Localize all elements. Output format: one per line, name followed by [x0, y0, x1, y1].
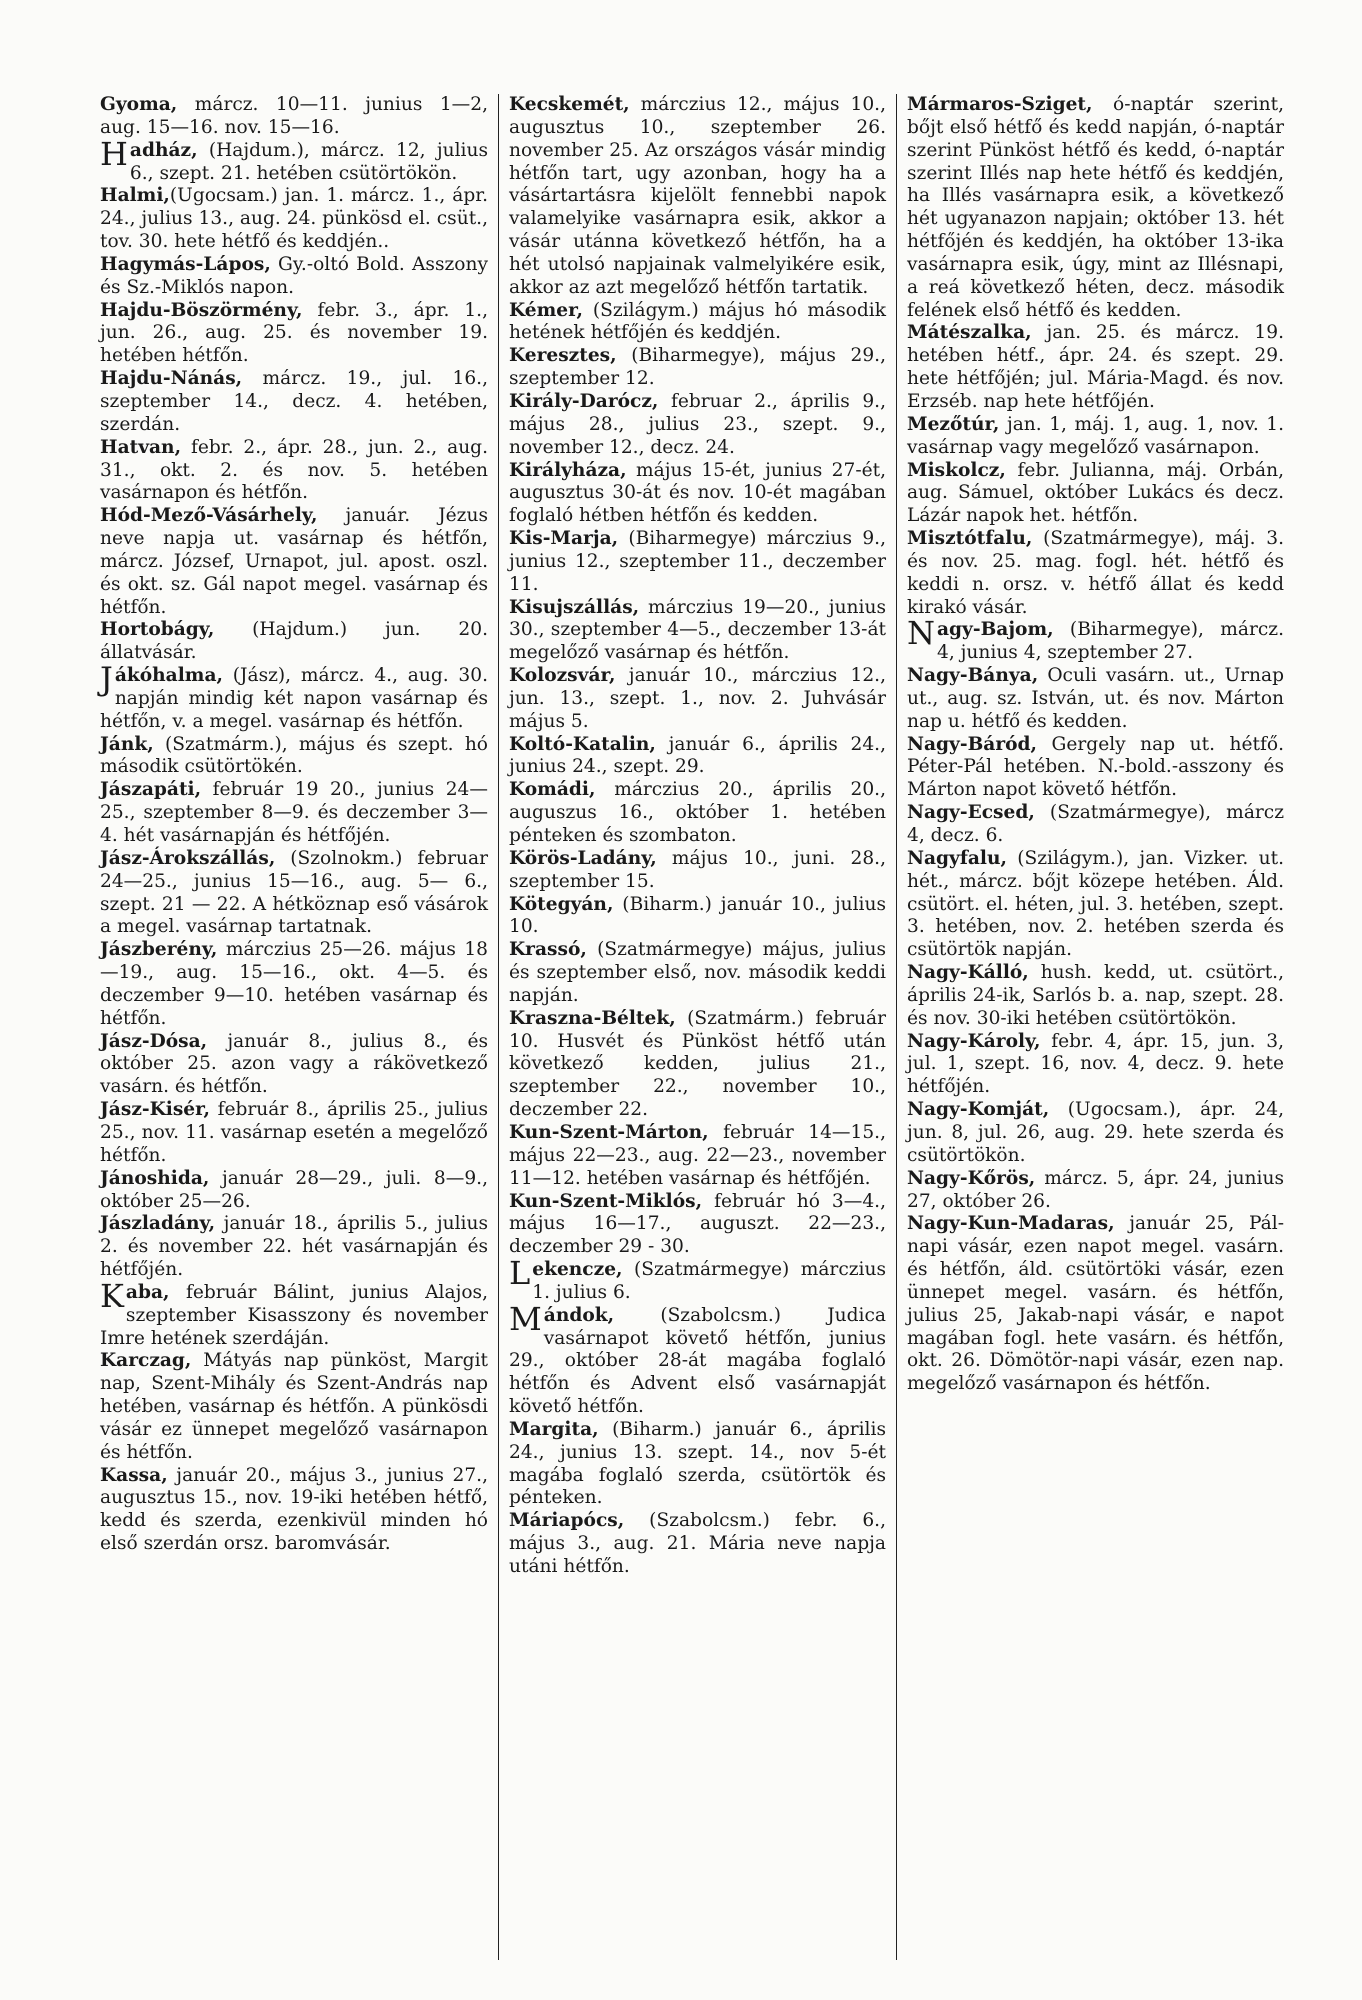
market-dates: január 8., julius 8., és október 25. azon vagy a rákövetkező vasárn. és hétfőn.	[100, 1030, 488, 1098]
place-name: Hód-Mező-Vásárhely,	[100, 505, 318, 527]
place-name: Kraszna-Béltek,	[509, 1007, 676, 1029]
market-dates: (Hajdum.) jun. 20. állatvásár.	[100, 619, 488, 664]
market-entry	[100, 1168, 488, 1214]
place-name: Kémer,	[509, 299, 584, 321]
place-name: Hortobágy,	[100, 619, 215, 641]
market-dates: január 28—29., juli. 8—9., október 25—26.	[100, 1167, 488, 1212]
market-dates: (Ugocsam.) jan. 1. márcz. 1., ápr. 24., julius 13., aug. 24. pünkösd el. csüt., tov. 30. hete hétfő és keddjén..	[100, 185, 488, 253]
place-name: Máriapócs,	[509, 1510, 625, 1532]
place-name: Kolozsvár,	[509, 665, 616, 687]
market-dates: márcz. 19., jul. 16., szeptember 14., decz. 4. hetében, szerdán.	[100, 368, 488, 435]
market-dates: január 18., április 5., julius 2. és november 22. hét vasárnapján és hétfőjén.	[100, 1213, 488, 1281]
market-dates: (Biharm.) január 6., április 24., junius 13. szept. 14., nov 5-ét magába foglaló szerda, csütörtök és pénteken.	[509, 1418, 886, 1509]
place-name: Komádi,	[509, 779, 596, 801]
market-entry	[509, 345, 886, 391]
market-entry	[907, 962, 1284, 1031]
market-dates: január 10., márczius 12., jun. 13., szept. 1., nov. 2. Juhvásár május 5.	[509, 665, 886, 732]
place-name: Kis-Marja,	[509, 528, 619, 550]
place-name: Király-Darócz,	[509, 390, 659, 412]
place-name: agy-Bajom,	[937, 619, 1054, 641]
place-name: Körös-Ladány,	[509, 847, 657, 869]
place-name: Nagy-Kun-Madaras,	[907, 1213, 1115, 1235]
place-name: ándok,	[543, 1304, 615, 1326]
market-dates: Mátyás nap pünköst, Margit nap, Szent-Mihály és Szent-András nap hetében, vasárnap és hétfőn. A pünkösdi vásár ez ünnepet megelőző vasárnapon és hétfőn.	[100, 1350, 488, 1463]
market-entry	[509, 848, 886, 894]
market-entry	[509, 1299, 886, 1419]
market-dates: Oculi vasárn. ut., Urnap ut., aug. sz. István, ut. és nov. Márton nap u. hétfő és kedden.	[907, 665, 1284, 732]
place-name: Hajdu-Nánás,	[100, 368, 243, 390]
place-name: Mezőtúr,	[907, 413, 1000, 435]
market-entry	[100, 734, 488, 780]
market-dates: május 15-ét, junius 27-ét, augusztus 30-át és nov. 10-ét magában foglaló hétben hétfőn és kedden.	[509, 459, 886, 527]
initial-letter: H	[100, 134, 128, 173]
initial-letter: K	[100, 1276, 124, 1315]
market-directory	[100, 94, 1334, 1960]
market-dates: februar 2., április 9., május 28., julius 23., szept. 9., november 12., decz. 24.	[509, 390, 886, 458]
place-name: Jászladány,	[100, 1213, 216, 1235]
market-dates: ó-naptár szerint, bőjt első hétfő és kedd napján, ó-naptár szerint Pünköst hétfő és kedd, ó-naptár szerint Illés nap hete hétfő és keddjén, ha Illés vasárnapra esik, a következő hét ugyanazon napjain; október 13. hét hétfőjén és keddjén, ha október 13-ika vasárnapra esik, úgy, mint az Illésnapi, a reá következő héten, decz. második felének első hétfő és kedden.	[907, 94, 1284, 321]
market-dates: (Szolnokm.) februar 24—25., junius 15—16., aug. 5— 6., szept. 21 — 22. A hétköznap eső vásárok a megel. vasárnap tartatnak.	[100, 847, 488, 938]
market-dates: márczius 20., április 20., auguszus 16., október 1. hetében pénteken és szombaton.	[509, 779, 886, 846]
market-dates: (Szilágym.) május hó második hetének hétfőjén és keddjén.	[509, 299, 886, 344]
market-entry	[907, 528, 1284, 619]
market-dates: (Biharmegye) márczius 9., junius 12., szeptember 11., deczember 11.	[509, 528, 886, 595]
market-entry	[509, 939, 886, 1008]
market-entry	[907, 1168, 1284, 1214]
place-name: Jász-Kisér,	[100, 1099, 211, 1121]
place-name: Nagy-Bánya,	[907, 665, 1039, 687]
market-dates: (Szatmármegye) május, julius és szeptember első, nov. második keddi napján.	[509, 939, 886, 1006]
place-name: Jász-Árokszállás,	[100, 847, 276, 869]
market-dates: (Ugocsam.), ápr. 24, jun. 8, jul. 26, aug. 29. hete szerda és csütörtökön.	[907, 1099, 1284, 1166]
place-name: aba,	[125, 1281, 170, 1303]
market-dates: Gergely nap ut. hétfő. Péter-Pál hetében. N.-bold.-asszony és Márton napot követő hétfőn.	[907, 733, 1284, 801]
market-entry	[907, 1031, 1284, 1100]
market-entry	[509, 597, 886, 666]
market-dates: (Hajdum.), márcz. 12, julius 6., szept. 21. hetében csütörtökön.	[129, 139, 488, 184]
market-dates: február hó 3—4., május 16—17., auguszt. 22—23., deczember 29 - 30.	[509, 1190, 886, 1258]
place-name: Jánoshida,	[100, 1167, 210, 1189]
place-name: Kecskemét,	[509, 94, 630, 115]
market-dates: (Biharmegye), május 29., szeptember 12.	[509, 345, 886, 390]
market-entry	[100, 1213, 488, 1282]
column-left	[100, 94, 498, 1960]
market-dates: (Biharm.) január 10., julius 10.	[509, 893, 886, 938]
market-dates: február 19 20., junius 24—25., szeptember 8—9. és deczember 3—4. hét vasárnapján és hétfőjén.	[100, 779, 488, 846]
market-entry	[509, 460, 886, 529]
market-entry	[509, 528, 886, 597]
place-name: Kassa,	[100, 1464, 168, 1486]
market-entry	[100, 505, 488, 619]
market-entry	[100, 94, 488, 140]
market-entry	[907, 94, 1284, 322]
market-dates: (Jász), márcz. 4., aug. 30. napján mindig két napon vasárnap és hétfőn, v. a megel. vasárnap és hétfőn.	[100, 665, 488, 732]
market-entry	[907, 734, 1284, 803]
market-entry	[100, 1276, 488, 1351]
market-entry	[100, 1099, 488, 1168]
place-name: Karczag,	[100, 1350, 192, 1372]
market-entry	[100, 368, 488, 437]
market-entry	[509, 1191, 886, 1260]
market-entry	[509, 734, 886, 780]
market-entry	[509, 1122, 886, 1191]
market-entry	[509, 1419, 886, 1510]
market-dates: febr. 4, ápr. 15, jun. 3, jul. 1, szept. 16, nov. 4, decz. 9. hete hétfőjén.	[907, 1030, 1284, 1098]
place-name: Misztótfalu,	[907, 528, 1033, 550]
column-right	[896, 94, 1294, 1960]
place-name: Gyoma,	[100, 94, 178, 115]
initial-letter: M	[509, 1299, 542, 1338]
market-dates: január 6., április 24., junius 24., szept. 29.	[509, 733, 886, 778]
place-name: Nagyfalu,	[907, 847, 1007, 869]
place-name: Margita,	[509, 1418, 599, 1440]
market-dates: jan. 1, máj. 1, aug. 1, nov. 1. vasárnap vagy megelőző vasárnapon.	[907, 413, 1284, 458]
market-entry	[100, 619, 488, 665]
market-entry	[100, 1350, 488, 1464]
market-dates: február 8., április 25., julius 25., nov. 11. vasárnap esetén a megelőző hétfőn.	[100, 1099, 488, 1166]
market-entry	[100, 848, 488, 939]
market-dates: február Bálint, junius Alajos, szeptember Kisasszony és november Imre hetének szerdáján.	[100, 1281, 488, 1349]
market-entry	[509, 1510, 886, 1579]
market-dates: márczius 19—20., junius 30., szeptember 4—5., deczember 13-át megelőző vasárnap és hétfőn.	[509, 596, 886, 664]
market-entry	[907, 460, 1284, 529]
market-dates: (Szabolcsm.) Judica vasárnapot követő hétfőn, junius 29., október 28-át magába foglaló hétfőn és Advent első vasárnapját követő hétfőn.	[509, 1304, 886, 1418]
market-entry	[100, 939, 488, 1030]
market-dates: Gy.-oltó Bold. Asszony és Sz.-Miklós napon.	[100, 253, 488, 298]
market-dates: márczius 12., május 10., augusztus 10., szeptember 26. november 25. Az országos vásár mindig hétfőn tart, ugy azonban, hogy ha a vásártartásra kijelölt fennebbi napok valamelyike vasárnapra esik, akkor a vásár utánna következő hétfőn, ha a hét utolsó napjainak valmelyikére esik, akkor az azt megelőző hétfőn tartatik.	[509, 94, 886, 298]
market-dates: (Szatmármegye) márczius 1. julius 6.	[532, 1259, 886, 1303]
market-entry	[509, 894, 886, 940]
market-entry	[509, 94, 886, 300]
market-dates: márcz. 5, ápr. 24, junius 27, október 26.	[907, 1167, 1284, 1212]
market-dates: febr. Julianna, máj. Orbán, aug. Sámuel, október Lukács és decz. Lázár napok het. hétfőn.	[907, 459, 1284, 527]
market-entry	[509, 300, 886, 346]
market-dates: (Szabolcsm.) febr. 6., május 3., aug. 21. Mária neve napja utáni hétfőn.	[509, 1510, 886, 1577]
place-name: Jász-Dósa,	[100, 1030, 208, 1052]
market-dates: febr. 2., ápr. 28., jun. 2., aug. 31., okt. 2. és nov. 5. hetében vasárnapon és hétfőn.	[100, 436, 488, 504]
market-entry	[100, 300, 488, 369]
market-dates: január 20., május 3., junius 27., augusztus 15., nov. 19-iki hetében hétfő, kedd és szerda, ezenkivül minden hó első szerdán orsz. baromvásár.	[100, 1464, 488, 1555]
place-name: Jászberény,	[100, 939, 218, 961]
market-dates: hush. kedd, ut. csütört., április 24-ik, Sarlós b. a. nap, szept. 28. és nov. 30-iki hetében csütörtökön.	[907, 962, 1284, 1029]
place-name: Jánk,	[100, 733, 154, 755]
place-name: Nagy-Kőrös,	[907, 1167, 1036, 1189]
place-name: Hatvan,	[100, 436, 182, 458]
initial-letter: L	[509, 1254, 531, 1293]
place-name: Nagy-Komját,	[907, 1099, 1050, 1121]
market-entry	[907, 665, 1284, 734]
market-entry	[509, 1008, 886, 1122]
market-entry	[509, 665, 886, 734]
place-name: Nagy-Károly,	[907, 1030, 1041, 1052]
market-entry	[907, 1099, 1284, 1168]
place-name: Keresztes,	[509, 345, 617, 367]
market-dates: január 25, Pál-napi vásár, ezen napot megel. vasárn. és hétfőn, áld. csütörtöki vásár, ezen ünnepet megel. vasárn. és hétfőn, julius 25, Jakab-napi vásár, e napot magában fogl. hete vasárn. és hétfőn, okt. 26. Dömötör-napi vásár, ezen nap. megelőző vasárnapon és hétfőn.	[907, 1213, 1284, 1395]
market-dates: márcz. 10—11. junius 1—2, aug. 15—16. nov. 15—16.	[100, 94, 488, 138]
place-name: Hajdu-Böszörmény,	[100, 299, 303, 321]
place-name: Mármaros-Sziget,	[907, 94, 1093, 115]
market-entry	[100, 1031, 488, 1100]
place-name: Mátészalka,	[907, 322, 1032, 344]
place-name: Halmi,	[100, 185, 170, 207]
place-name: Miskolcz,	[907, 459, 1006, 481]
market-dates: márczius 25—26. május 18—19., aug. 15—16., okt. 4—5. és deczember 9—10. hetében vasárnap és hétfőn.	[100, 939, 488, 1029]
market-dates: február 14—15., május 22—23., aug. 22—23., november 11—12. hetében vasárnap és hétfőjén.	[509, 1121, 886, 1189]
place-name: Nagy-Ecsed,	[907, 802, 1035, 824]
market-entry	[907, 802, 1284, 848]
market-entry	[100, 134, 488, 186]
place-name: Koltó-Katalin,	[509, 733, 656, 755]
market-dates: (Szilágym.), jan. Vizker. ut. hét., márcz. bőjt közepe hetében. Áld. csütört. el. héten, jul. 3. hetében, szept. 3. hetében, nov. 2. hetében szerda és csütörtök napján.	[907, 847, 1284, 961]
market-entry	[509, 779, 886, 848]
market-dates: (Szatmármegye), márcz 4, decz. 6.	[907, 802, 1284, 846]
market-entry	[907, 848, 1284, 962]
market-entry	[100, 254, 488, 300]
initial-letter: J	[100, 660, 113, 699]
place-name: adház,	[129, 139, 198, 161]
place-name: Kun-Szent-Miklós,	[509, 1190, 703, 1212]
market-dates: (Szatmármegye), máj. 3. és nov. 25. mag. fogl. hét. hétfő és keddi n. orsz. v. hétfő állat és kedd kirakó vásár.	[907, 528, 1284, 618]
place-name: ekencze,	[532, 1259, 623, 1281]
column-middle	[498, 94, 896, 1960]
market-entry	[509, 1254, 886, 1305]
place-name: Kun-Szent-Márton,	[509, 1121, 709, 1143]
market-entry	[907, 414, 1284, 460]
market-dates: febr. 3., ápr. 1., jun. 26., aug. 25. és november 19. hetében hétfőn.	[100, 299, 488, 367]
market-dates: (Szatmárm.), május és szept. hó második csütörtökén.	[100, 733, 488, 778]
market-dates: május 10., juni. 28., szeptember 15.	[509, 847, 886, 892]
place-name: Nagy-Kálló,	[907, 962, 1029, 984]
market-entry	[100, 437, 488, 506]
market-entry	[509, 391, 886, 460]
place-name: Királyháza,	[509, 459, 627, 481]
market-entry	[907, 614, 1284, 665]
place-name: Kötegyán,	[509, 893, 614, 915]
market-dates: (Biharmegye), márcz. 4, junius 4, szeptember 27.	[937, 619, 1284, 664]
market-entry	[907, 322, 1284, 413]
place-name: Kisujszállás,	[509, 596, 640, 618]
market-entry	[100, 185, 488, 254]
place-name: ákóhalma,	[114, 665, 223, 687]
market-dates: (Szatmárm.) február 10. Husvét és Pünköst hétfő után következő kedden, julius 21., szeptember 22., november 10., deczember 22.	[509, 1007, 886, 1121]
place-name: Jászapáti,	[100, 779, 202, 801]
place-name: Krassó,	[509, 939, 587, 961]
market-entry	[100, 1465, 488, 1556]
market-entry	[907, 1213, 1284, 1396]
place-name: Nagy-Báród,	[907, 733, 1038, 755]
place-name: Hagymás-Lápos,	[100, 253, 271, 275]
initial-letter: N	[907, 614, 935, 653]
market-entry	[100, 660, 488, 734]
market-dates: január. Jézus neve napja ut. vasárnap és hétfőn, márcz. József, Urnapot, jul. apost. oszl. és okt. sz. Gál napot megel. vasárnap és hétfőn.	[100, 505, 488, 618]
market-entry	[100, 779, 488, 848]
market-dates: jan. 25. és márcz. 19. hetében hétf., ápr. 24. és szept. 29. hete hétfőjén; jul. Mária-Magd. és nov. Erzséb. nap hete hétfőjén.	[907, 322, 1284, 412]
